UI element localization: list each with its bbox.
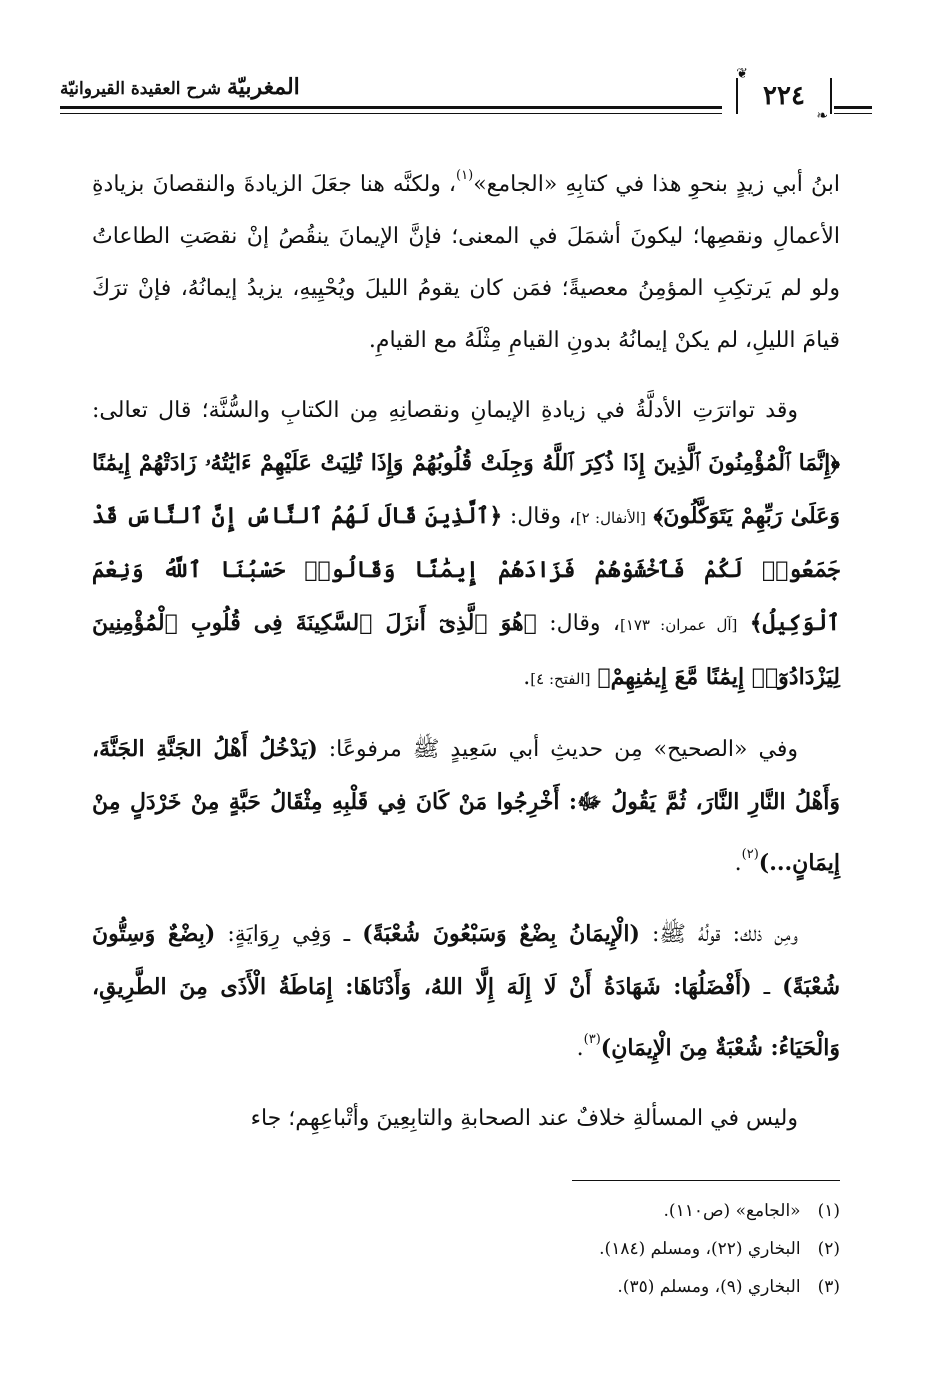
quran-verse: ﴿إِنَّمَا ٱلْمُؤْمِنُونَ ٱلَّذِينَ إِذَا ذُكِرَ ٱللَّهُ وَجِلَتْ قُلُوبُهُمْ وَإِذَا تُلِيَتْ عَلَيْهِمْ ءَايَٰتُهُۥ زَادَتْهُمْ إِيمَٰنًا وَعَلَىٰ رَبِّهِمْ يَتَوَكَّلُونَ﴾	[92, 450, 840, 529]
paragraph	[92, 150, 840, 367]
verse-reference: [الأنفال: ٢]	[575, 509, 646, 527]
text-run: ، ولكنَّه هنا جعَلَ الزيادةَ والنقصانَ بزيادةِ الأعمالِ ونقصِها؛ ليكونَ أشمَلَ في المعنى؛ فإنَّ الإيمانَ ينقُصُ إنْ نقصَتِ الطاعاتُ ولو لم يَرتكِبِ المؤمِنُ معصيةً؛ فمَن كان يقومُ الليلَ ويُحْيِيهِ، يزيدُ إيمانُهُ، فإنْ ترَكَ قيامَ الليلِ، لم يكنْ إيمانُهُ بدونِ القيامِ مِثْلَهُ مع القيامِ.	[92, 172, 840, 353]
footnote-item	[92, 1192, 840, 1230]
text-run: ـ	[763, 975, 771, 1000]
text-run: وفي «الصحيح» مِن حديثِ أبي سَعِيدٍ ﷺ مرفوعًا:	[328, 737, 798, 762]
hadith-text: (أَفْضَلُهَا: شَهَادَةُ أَنْ لَا إِلَهَ إِلَّا اللهُ، وَأَدْنَاهَا: إِمَاطَةُ الْأَذَى مِنَ الطَّرِيقِ، وَالْحَيَاءُ: شُعْبَةٌ مِنَ الْإِيمَانِ)	[92, 974, 840, 1061]
quran-verse: ﴿ٱلَّذِينَ قَالَ لَهُمُ ٱلنَّاسُ إِنَّ ٱلنَّاسَ قَدْ جَمَعُوا۟ لَكُمْ فَٱخْشَوْهُمْ فَزَادَهُمْ إِيمَٰنًا وَقَالُوا۟ حَسْبُنَا ٱللَّهُ وَنِعْمَ ٱلْوَكِيلُ﴾	[92, 503, 840, 636]
footnote-item	[92, 1268, 840, 1306]
text-run: .	[523, 665, 531, 690]
running-title	[60, 74, 300, 100]
text-run: وليس في المسألةِ خلافٌ عند الصحابةِ والتابِعِينَ وأتْباعِهِم؛ جاء	[250, 1106, 798, 1131]
header-rule-thin	[60, 113, 722, 114]
paragraph	[92, 908, 840, 1075]
text-run: ، وقال:	[549, 611, 620, 636]
footnote-text: البخاري (٩)، ومسلم (٣٥).	[617, 1277, 801, 1297]
footnote-separator	[572, 1180, 840, 1181]
footnote-marker: (١)	[817, 1201, 840, 1221]
text-run: .	[734, 851, 742, 876]
footnote-item	[92, 1230, 840, 1268]
quran-verse: ﴿هُوَ ٱلَّذِىٓ أَنزَلَ ٱلسَّكِينَةَ فِى قُلُوبِ ٱلْمُؤْمِنِينَ لِيَزْدَادُوٓا۟ إِيمَٰنًا مَّعَ إِيمَٰنِهِمْ﴾	[92, 610, 840, 690]
footnote-marker: (٣)	[817, 1277, 840, 1297]
verse-reference: [آل عمران: ١٧٣]	[619, 616, 738, 634]
book-title: المغربيّة	[226, 74, 300, 100]
text-run: ـ وَفِي رِوَايَةٍ:	[227, 922, 351, 947]
hadith-text: (الْإِيمَانُ بِضْعٌ وَسَبْعُونَ شُعْبَةً)	[362, 921, 640, 947]
verse-reference: [الفتح: ٤]	[530, 670, 591, 688]
hadith-text: (يَدْخُلُ أَهْلُ الجَنَّةِ الجَنَّةَ، وَأَهْلُ النَّارِ النَّارَ، ثُمَّ يَقُولُ ﷻ: أَخْرِجُوا مَنْ كَانَ فِي قَلْبِهِ مِثْقَالُ حَبَّةٍ مِنْ خَرْدَلٍ مِنْ إِيمَانٍ...)	[92, 736, 840, 876]
ornament-icon: ❧	[816, 108, 828, 124]
footnote-ref[interactable]: (١)	[456, 168, 474, 183]
text-run: .	[576, 1036, 584, 1061]
book-subtitle: شرح العقيدة القيروانيّة	[60, 79, 222, 99]
footnote-ref[interactable]: (٢)	[741, 847, 759, 862]
text-run: ومِن ذلك: قولُهُ ﷺ:	[651, 922, 798, 947]
footnote-marker: (٢)	[817, 1239, 840, 1259]
header-rule-right-thick	[834, 106, 872, 109]
ornament-icon: ❦	[736, 66, 748, 82]
text-run: ابنُ أبي زيدٍ بنحوِ هذا في كتابِهِ «الجامع»	[473, 172, 840, 197]
text-run: وقد تواترَتِ الأدلَّةُ في زيادةِ الإيمانِ ونقصانِهِ مِن الكتابِ والسُّنَّة؛ قال تعالى:	[92, 398, 798, 423]
paragraph	[92, 385, 840, 705]
footnote-text: «الجامع» (ص١١٠).	[663, 1201, 801, 1221]
text-run: ، وقال:	[509, 504, 576, 529]
footnotes	[92, 1192, 840, 1306]
paragraph	[92, 723, 840, 890]
paragraph	[92, 1093, 840, 1145]
page-number: ٢٢٤	[763, 81, 805, 111]
header-rule-thick	[60, 106, 722, 109]
hadith-text: (بِضْعٌ وَسِتُّونَ شُعْبَةً)	[92, 921, 841, 1000]
footnote-ref[interactable]: (٣)	[583, 1032, 601, 1047]
page-header	[60, 68, 872, 130]
main-text	[92, 150, 840, 1163]
header-rule-right-thin	[834, 113, 872, 114]
footnote-text: البخاري (٢٢)، ومسلم (١٨٤).	[599, 1239, 801, 1259]
